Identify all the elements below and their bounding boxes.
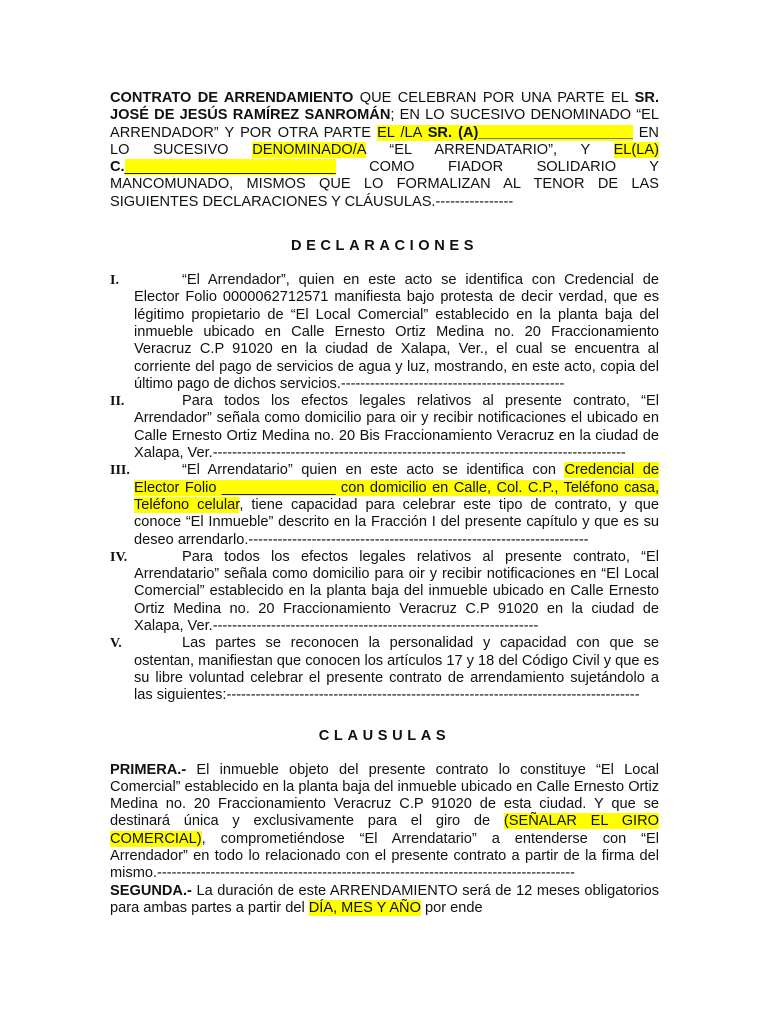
declaracion-text bbox=[134, 272, 659, 393]
declaracion-item bbox=[110, 272, 659, 393]
roman-numeral: II. bbox=[110, 394, 125, 410]
declaracion-text-part: Para todos los efectos legales relativos al presente contrato, “El Arrendador” señala como domicilio para oir y recibir notificaciones el ubicado en Calle Ernesto Ortiz Medina no. 20 Bis Fraccionamiento Veracruz en la ciudad de Xalapa, Ver.------------------------------------------------------------------------------------- bbox=[134, 393, 659, 462]
highlight-el-la-fiador: EL(LA) bbox=[613, 141, 659, 158]
clausula-text: por ende bbox=[420, 899, 483, 916]
highlight-arrendatario-data: Credencial de Elector Folio ______________ con domicilio en Calle, Col. C.P., Teléfono casa, Teléfono celular bbox=[134, 462, 659, 513]
highlight-el-la: EL /LA bbox=[377, 124, 428, 141]
intro-text: “EL ARRENDATARIO”, Y bbox=[365, 141, 614, 158]
highlight-fiador-blank: __________________________ bbox=[124, 159, 336, 176]
declaraciones-heading: DECLARACIONES bbox=[290, 238, 479, 255]
intro-text: COMO FIADOR SOLIDARIO Y MANCOMUNADO, MISMOS QUE LO FORMALIZAN AL TENOR DE LAS SIGUIENTES DECLARACIONES Y CLÁUSULAS.---------------- bbox=[110, 159, 659, 210]
declaracion-text-part: “El Arrendador”, quien en este acto se identifica con Credencial de Elector Folio 0000062712571 manifiesta bajo protesta de decir verdad, que es légitimo propietario de “El Local Comercial” establecido en la planta baja del inmueble ubicado en Calle Ernesto Ortiz Medina no. 20 Fraccionamiento Veracruz C.P 91020 en la ciudad de Xalapa, Ver., el cual se encuentra al corriente del pago de servicios de agua y luz, mostrando, en este acto, copia del último pago de dichos servicios.---------------------------------------------- bbox=[134, 272, 659, 392]
declaracion-text bbox=[134, 462, 659, 548]
highlight-fecha: DÍA, MES Y AÑO bbox=[308, 899, 421, 916]
declaraciones-list bbox=[110, 272, 659, 704]
arrendador-name: SR. JOSÉ DE JESÚS RAMÍREZ SANROMÁN bbox=[110, 90, 659, 124]
clausula-label: SEGUNDA.- bbox=[110, 882, 192, 899]
intro-text: QUE CELEBRAN POR UNA PARTE EL bbox=[353, 90, 635, 106]
declaracion-item bbox=[110, 462, 659, 548]
clausulas-heading: CLAUSULAS bbox=[318, 727, 451, 744]
fiador-c-label: C. bbox=[110, 159, 125, 176]
declaracion-text-part: Las partes se reconocen la personalidad y capacidad con que se ostentan, manifiestan que conocen los artículos 17 y 18 del Código Civil y que es su libre voluntad celebrar el presente contrato de arrendamiento sujetándolo a las siguientes:------------------------------------------------------------------------------------- bbox=[134, 635, 659, 704]
declaracion-item bbox=[110, 393, 659, 462]
clausula-text: El inmueble objeto del presente contrato lo constituye “El Local Comercial” establecido en la planta baja del inmueble ubicado en Calle Ernesto Ortiz Medina no. 20 Fraccionamiento Veracruz C.P 91020 de esta ciudad. Y que se destinará única y exclusivamente para el giro de bbox=[110, 761, 659, 830]
clausula-text: La duración de este ARRENDAMIENTO será de 12 meses obligatorios para ambas partes a partir del bbox=[110, 882, 659, 916]
declaracion-text-part: “El Arrendatario” quien en este acto se identifica con bbox=[182, 462, 565, 479]
declaracion-text bbox=[134, 635, 659, 704]
highlight-sr-blank: SR. (A)___________________ bbox=[427, 124, 633, 141]
roman-numeral: IV. bbox=[110, 549, 128, 565]
contract-title: CONTRATO DE ARRENDAMIENTO bbox=[110, 90, 354, 106]
highlight-giro-comercial: (SEÑALAR EL GIRO COMERCIAL) bbox=[110, 813, 659, 847]
declaracion-text-part: Para todos los efectos legales relativos al presente contrato, “El Arrendatario” señala como domicilio para oir y recibir notificaciones en “El Local Comercial” establecido en la planta baja del inmueble ubicado en Calle Ernesto Ortiz Medina no. 20 Fraccionamiento Veracruz C.P 91020 en la ciudad de Xalapa, Ver.------------------------------------------------------------------- bbox=[134, 548, 659, 635]
highlight-denominado: DENOMINADO/A bbox=[252, 141, 366, 158]
declaracion-text-part: , tiene capacidad para celebrar este tipo de contrato, y que conoce “El Inmueble” descrito en la Fracción I del presente capítulo y que es su deseo arrendarlo.---------------------------------------------------------------------- bbox=[134, 496, 659, 548]
declaracion-item bbox=[110, 635, 659, 704]
declaracion-text bbox=[134, 549, 659, 635]
declaracion-item bbox=[110, 549, 659, 635]
clausula-label: PRIMERA.- bbox=[110, 761, 187, 778]
clausula-segunda bbox=[110, 883, 659, 918]
intro-text: EN LO SUCESIVO bbox=[110, 124, 659, 158]
intro-text: ; EN LO SUCESIVO DENOMINADO “EL ARRENDADOR” Y POR OTRA PARTE bbox=[110, 107, 659, 141]
contract-intro bbox=[110, 90, 659, 211]
roman-numeral: V. bbox=[110, 636, 122, 652]
clausula-primera bbox=[110, 762, 659, 883]
roman-numeral: III. bbox=[110, 463, 130, 479]
roman-numeral: I. bbox=[110, 273, 119, 289]
clausula-text: , comprometiéndose “El Arrendatario” a entenderse con “El Arrendador” en todo lo relacionado con el presente contrato a partir de la firma del mismo.-------------------------------------------------------------------------------------- bbox=[110, 830, 659, 882]
declaracion-text bbox=[134, 393, 659, 462]
